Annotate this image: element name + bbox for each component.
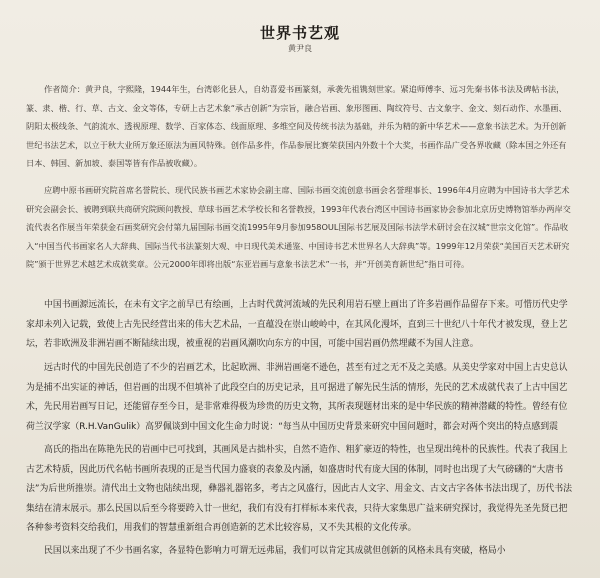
body-paragraph-4: 民国以来出现了不少书画名家，各显特色影响力可谓无远弗届，我们可以肯定其成就但创新的风格未具有突破，格局小: [44, 546, 506, 556]
body-paragraph-3: 高氏的指出在陈艳先民的岩画中已可找到，其画风是古拙朴实，自然不造作、粗犷豪迈的特性，也呈现出纯朴的民族性。代表了我国上古艺术特质，因此历代名帖书画所表现的正是当代国力盛衰的表象及内涵，如盛唐时代有庞大国的体制，同时也出现了大气磅礴的“大唐书法”为后世所推崇。清代出土文物也陆续出现，彝器礼器铭多，考古之风盛行，因此古人文字、用金文、古文古字各体书法出现了，历代书法集结在清末展示。那么民国以后至今将要跨入廿一世纪，我们有没有打样标本来代表，只待大家集思广益来研究探讨，我觉得先圣先贤已把各种参考资料交给我们，用我们的智慧重新组合再创造新的艺术比较容易，又不失其根的文化传承。: [26, 445, 572, 534]
body-paragraph-1: 中国书画源远流长，在未有文字之前早已有绘画，上古时代黄河流域的先民利用岩石壁上画出了许多岩画作品留存下来。可惜历代史学家却未列入记载，致使上古先民经营出来的伟大艺术品，一直蕴没在崇山峻岭中，在其风化漫坏，直到三十世纪八十年代才被发现，登上艺坛，若非欧洲及非洲岩画不断陆续出现，被重视的岩画风潮吹向东方的中国，可能中国岩画仍然埋藏不为国人注意。: [26, 300, 568, 350]
body-paragraph-2: 远古时代的中国先民创造了不少的岩画艺术，比起欧洲、非洲岩画毫不逊色，甚至有过之无不及之美感。从美史学家对中国上古史总认为是捕不出实证的神话，但岩画的出现不但填补了此段空白的历史记录，且可据进了解先民生活的情形，先民的艺术成就代表了上古中国艺术，先民用岩画写日记，还能留存至今日，是非常难得极为珍贵的历史文物，其所表现题材出来的是中华民族的精神潜藏的特性。曾经有位荷兰汉学家（R.H.VanGulik）高罗佩谈到中国文化生命力时说：“每当从中国历史背景来研究中国问题时，都会对两个突出的特点感到震: [26, 363, 568, 432]
bio-paragraph-1: 作者简介：黄尹良，字熙隆，1944年生，台湾彰化县人，自幼喜爱书画篆刻，承袭先祖镌刻世家。紧追师傅李、远习先秦书体书法及碑帖书法，篆、隶、楷、行、草、古文、金文等体，专研上古艺术象“承古创新”为宗旨，融合岩画、象形图画、陶纹符号、古文象字、金文、刻石动作、水墨画、阴阳太极线条、气韵流水、透视原理、数学、百家体态、线面原理、多维空间及传统书法为基础，并乐为精的新中华艺术——意象书法艺术。为开创新世纪书法艺术，以立于秋大业所万象还原法为画风特殊。创作品多件，作品参展比赛荣获国内外数十个大奖，书画作品广受各界收藏（除本国之外还有日本、韩国、新加坡、泰国等皆有作品被收藏）。: [26, 84, 567, 168]
author-name: 黄尹良: [288, 44, 312, 53]
bio-paragraph-2: 应聘中原书画研究院首席名誉院长、现代民族书画艺术家协会副主席、国际书画交流创意书画会名誉理事长、1996年4月应聘为中国诗书大学艺术研究会副会长、被聘到联共商研究院顾问教授、草球书画艺术学校长和名誉教授，1993年代表台湾区中国诗书画家协会参加北京历史博物馆举办两岸交流代表名作展当年荣获金石画奖研究会付第九届国际书画交流1995年9月参加958OUL国际书艺展及国际书法学术研讨会在汉城“世宗文化馆”。作品收入“中国当代书画家名人大辞典、国际当代书法篆刻大观、中日现代美术通鉴、中国诗书艺术世界名人大辞典”等。1999年12月荣获“美国百天艺术研究院”颁于世界艺术越艺术成就奖章。公元2000年即将出版“东亚岩画与意象书法艺术”一书，并“开创美育新世纪”指日可待。: [26, 185, 571, 269]
page-title: 世界书艺观: [259, 24, 340, 42]
